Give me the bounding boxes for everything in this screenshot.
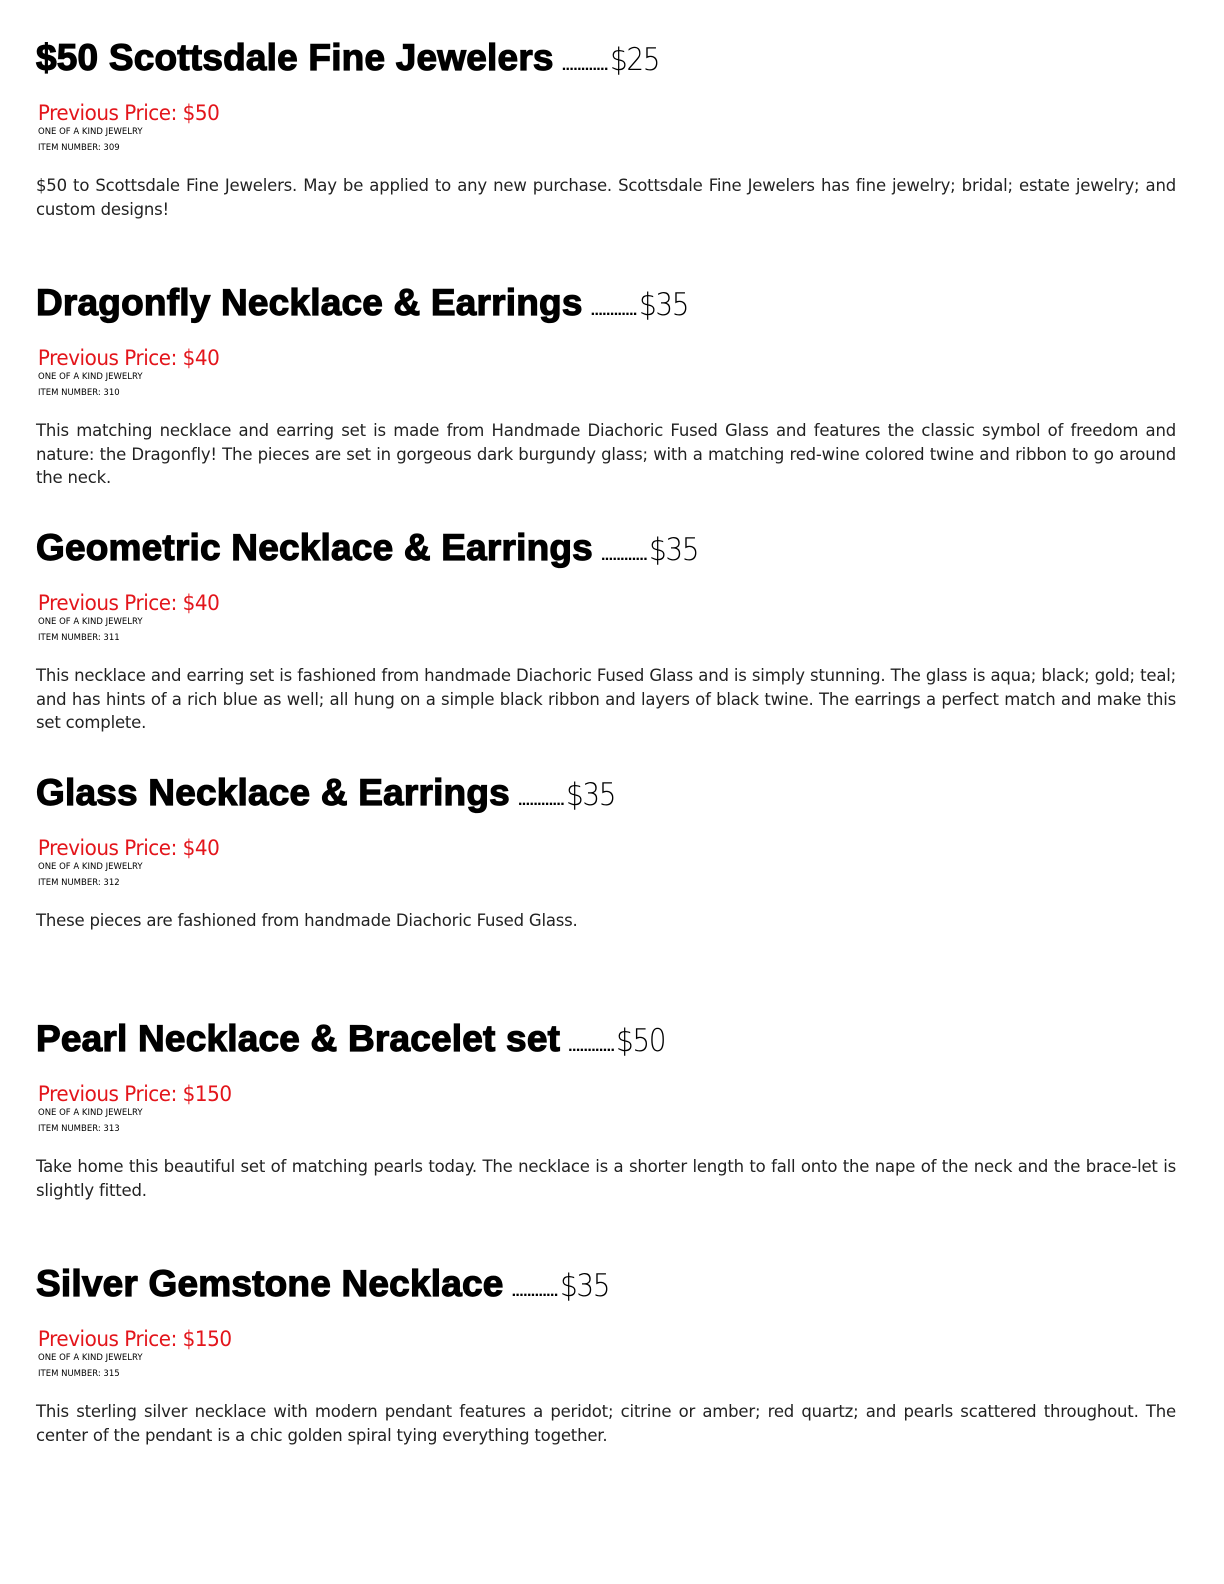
item-number: ITEM NUMBER: 310: [38, 388, 120, 398]
dot-leader: ............: [511, 1283, 558, 1300]
item-price: $25: [609, 42, 660, 78]
item-title: Silver Gemstone Necklace: [36, 1263, 504, 1304]
previous-price: Previous Price: $150: [37, 1082, 232, 1106]
item-description: $50 to Scottsdale Fine Jewelers. May be applied to any new purchase. Scottsdale Fine Jewelers has fine jewelry; bridal; estate jewelry; and custom designs!: [36, 176, 1176, 219]
item-title-row: [36, 1017, 1176, 1067]
vendor-name: ONE OF A KIND JEWELRY: [38, 1353, 143, 1363]
dot-leader: ............: [600, 547, 648, 564]
dot-leader: ............: [517, 792, 565, 809]
previous-price: Previous Price: $40: [37, 591, 220, 615]
item-price: $35: [559, 1268, 609, 1304]
auction-item-313: [36, 1017, 1176, 1202]
item-title-row: [36, 1262, 1176, 1312]
item-description: This necklace and earring set is fashioned from handmade Diachoric Fused Glass and is simply stunning. The glass is aqua; black; gold; teal; and has hints of a rich blue as well; all hung on a simple black ribbon and layers of black twine. The earrings a perfect match and make this set complete.: [36, 666, 1176, 732]
previous-price: Previous Price: $40: [37, 836, 220, 860]
item-number: ITEM NUMBER: 312: [38, 878, 120, 888]
previous-price: Previous Price: $50: [37, 101, 220, 125]
item-price: $35: [638, 287, 688, 323]
item-title: Geometric Necklace & Earrings: [36, 527, 593, 568]
vendor-name: ONE OF A KIND JEWELRY: [38, 617, 143, 627]
dot-leader: ............: [568, 1038, 615, 1055]
item-title: Pearl Necklace & Bracelet set: [36, 1018, 561, 1059]
item-number: ITEM NUMBER: 309: [38, 143, 120, 153]
item-description: This sterling silver necklace with modern pendant features a peridot; citrine or amber; red quartz; and pearls scattered throughout. The center of the pendant is a chic golden spiral tying everything together.: [36, 1402, 1176, 1445]
auction-item-312: [36, 771, 1176, 933]
item-description: This matching necklace and earring set is made from Handmade Diachoric Fused Glass and features the classic symbol of freedom and nature: the Dragonfly! The pieces are set in gorgeous dark burgundy glass; with a matching red-wine colored twine and ribbon to go around the neck.: [36, 421, 1176, 487]
previous-price: Previous Price: $150: [37, 1327, 232, 1351]
vendor-name: ONE OF A KIND JEWELRY: [38, 127, 143, 137]
item-price: $50: [616, 1023, 666, 1059]
item-description: Take home this beautiful set of matching pearls today. The necklace is a shorter length to fall onto the nape of the neck and the brace-let is slightly fitted.: [36, 1157, 1176, 1200]
item-title: $50 Scottsdale Fine Jewelers: [36, 37, 554, 78]
item-price: $35: [566, 777, 616, 813]
item-title-row: [36, 526, 1176, 576]
item-title-row: [36, 771, 1176, 821]
item-price: $35: [649, 532, 699, 568]
item-number: ITEM NUMBER: 313: [38, 1124, 120, 1134]
vendor-name: ONE OF A KIND JEWELRY: [38, 372, 143, 382]
item-title-row: [36, 36, 1176, 86]
dot-leader: ............: [590, 302, 637, 319]
auction-item-309: [36, 36, 1176, 221]
vendor-name: ONE OF A KIND JEWELRY: [38, 1108, 143, 1118]
auction-item-310: [36, 281, 1176, 490]
item-number: ITEM NUMBER: 315: [38, 1369, 120, 1379]
item-title: Dragonfly Necklace & Earrings: [36, 282, 583, 323]
item-title: Glass Necklace & Earrings: [36, 772, 510, 813]
vendor-name: ONE OF A KIND JEWELRY: [38, 862, 143, 872]
item-number: ITEM NUMBER: 311: [38, 633, 120, 643]
dot-leader: ............: [561, 57, 608, 74]
item-description: These pieces are fashioned from handmade Diachoric Fused Glass.: [36, 911, 578, 930]
previous-price: Previous Price: $40: [37, 346, 220, 370]
auction-item-315: [36, 1262, 1176, 1447]
item-title-row: [36, 281, 1176, 331]
auction-item-311: [36, 526, 1176, 735]
